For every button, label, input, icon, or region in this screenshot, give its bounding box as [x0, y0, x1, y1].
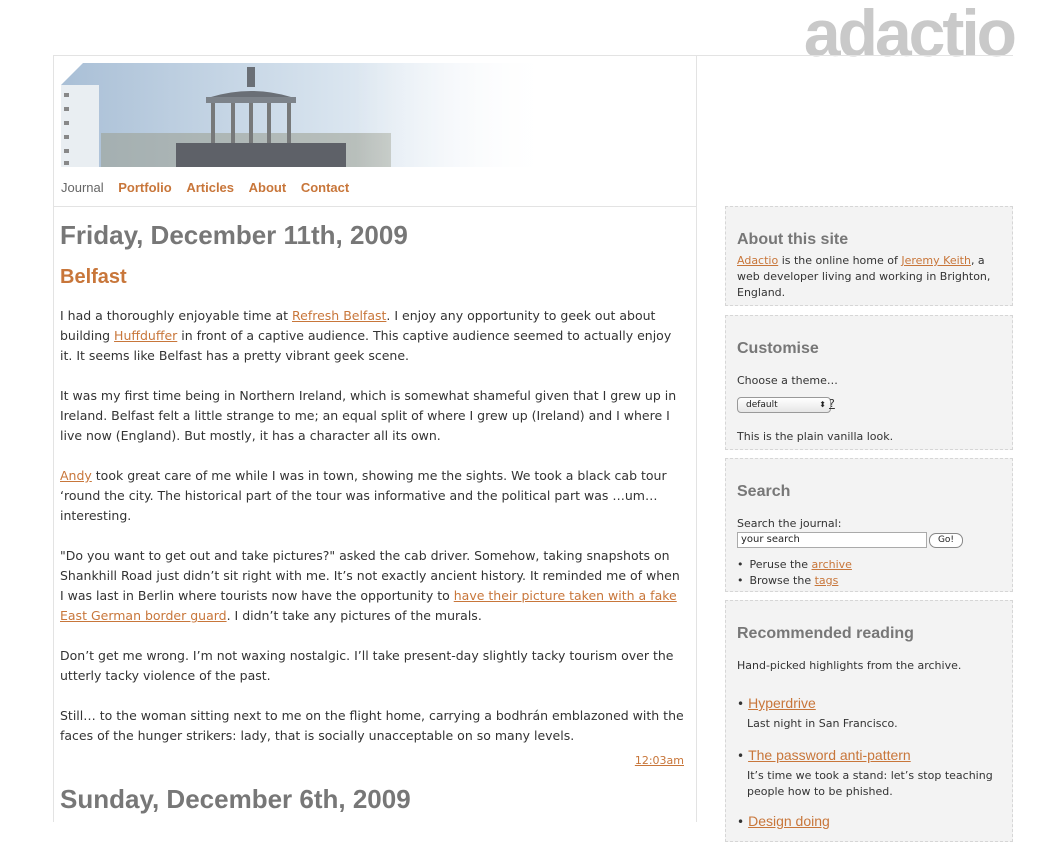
search-links: [737, 557, 852, 589]
list-item: [737, 745, 997, 800]
journal-content: [53, 206, 697, 822]
post-body: [60, 306, 684, 766]
text: in front of a captive audience. This captive audience seemed to actually enjoy it. It seems like Belfast has a pretty vibrant geek scene.: [60, 328, 672, 363]
site-logo[interactable]: adactio: [803, 0, 1014, 70]
recommended-link[interactable]: Design doing: [748, 813, 830, 829]
recommended-box: [725, 600, 1013, 842]
text: . I didn’t take any pictures of the murals.: [226, 608, 482, 623]
recommended-title: Recommended reading: [737, 625, 914, 642]
theme-select[interactable]: [737, 397, 831, 413]
post-title[interactable]: Belfast: [60, 266, 127, 288]
search-box: [725, 458, 1013, 592]
text: , a web developer living and working in Brighton, England.: [737, 254, 991, 299]
text: "Do you want to get out and take pictures?" asked the cab driver. Somehow, taking snapshots on Shankhill Road just didn’t sit right with me. It’s not exactly ancient history. It reminded me of when I was last in Berlin where tourists now have the opportunity to: [60, 548, 680, 603]
post-paragraph: [60, 466, 684, 526]
search-go-button[interactable]: Go!: [929, 533, 963, 548]
recommended-intro: Hand-picked highlights from the archive.: [737, 659, 962, 672]
tags-link[interactable]: tags: [814, 574, 839, 587]
masthead: [53, 56, 697, 207]
nav-journal[interactable]: Journal: [61, 180, 104, 195]
post-timestamp-link[interactable]: 12:03am: [634, 754, 684, 767]
bullet-icon: •: [737, 749, 745, 763]
about-title: About this site: [737, 231, 849, 248]
recommended-desc: Last night in San Francisco.: [747, 717, 898, 730]
select-arrows-icon: ⬍: [819, 400, 826, 409]
post-paragraph: [60, 546, 684, 626]
refresh-belfast-link[interactable]: Refresh Belfast: [292, 308, 387, 323]
text: . I enjoy any opportunity to geek out about building: [60, 308, 656, 343]
text: Browse the: [749, 574, 815, 587]
date-heading-dec-11: Friday, December 11th, 2009: [60, 220, 408, 250]
bullet-icon: •: [737, 697, 745, 711]
recommended-link[interactable]: Hyperdrive: [748, 695, 816, 711]
about-text: [737, 253, 999, 301]
adactio-link[interactable]: Adactio: [737, 254, 779, 267]
theme-label: Choose a theme…: [737, 374, 838, 387]
post-paragraph: [60, 306, 684, 366]
date-heading-dec-6: Sunday, December 6th, 2009: [60, 784, 411, 814]
list-item: [737, 557, 852, 573]
nav-articles[interactable]: Articles: [186, 180, 235, 195]
theme-note: This is the plain vanilla look.: [737, 430, 894, 443]
search-title: Search: [737, 483, 791, 500]
post-paragraph: Don’t get me wrong. I’m not waxing nostalgic. I’ll take present-day slightly tacky tourism over the utterly tacky violence of the past.: [60, 648, 674, 683]
text: took great care of me while I was in town, showing me the sights. We took a black cab tour ‘round the city. The historical part of the tour was informative and the political part was …um… interesting.: [60, 468, 667, 523]
customise-box: [725, 315, 1013, 450]
border-guard-link[interactable]: have their picture taken with a fake East German border guard: [60, 588, 677, 623]
text: is the online home of: [778, 254, 902, 267]
search-input[interactable]: your search: [737, 532, 927, 548]
jeremy-keith-link[interactable]: Jeremy Keith: [901, 254, 971, 267]
list-item: [737, 811, 830, 830]
text: I had a thoroughly enjoyable time at: [60, 308, 293, 323]
nav-contact[interactable]: Contact: [300, 180, 350, 195]
search-label: Search the journal:: [737, 517, 842, 530]
nav-portfolio[interactable]: Portfolio: [118, 180, 172, 195]
theme-help-link[interactable]: ?: [829, 397, 835, 410]
archive-link[interactable]: archive: [811, 558, 852, 571]
huffduffer-link[interactable]: Huffduffer: [114, 328, 178, 343]
text: Peruse the: [749, 558, 812, 571]
main-nav: [61, 180, 360, 195]
list-item: [737, 693, 898, 732]
customise-title: Customise: [737, 340, 819, 357]
list-item: [737, 573, 852, 589]
recommended-link[interactable]: The password anti-pattern: [748, 747, 911, 763]
andy-link[interactable]: Andy: [60, 468, 92, 483]
recommended-desc: It’s time we took a stand: let’s stop teaching people how to be phished.: [747, 769, 993, 798]
theme-selected-value: default: [746, 400, 778, 410]
post-paragraph: It was my first time being in Northern Ireland, which is somewhat shameful given that I grew up in Ireland. Belfast felt a little strange to me; an equal split of where I grew up (Ireland) and I where I live now (England). But mostly, it has a character all its own.: [60, 388, 677, 443]
about-box: [725, 206, 1013, 306]
bandstand-banner-image: [61, 63, 551, 167]
nav-about[interactable]: About: [248, 180, 287, 195]
post-paragraph: Still… to the woman sitting next to me on the flight home, carrying a bodhrán emblazoned with the faces of the hunger strikers: lady, that is socially unacceptable on so many levels.: [60, 708, 684, 743]
bullet-icon: •: [737, 815, 745, 829]
